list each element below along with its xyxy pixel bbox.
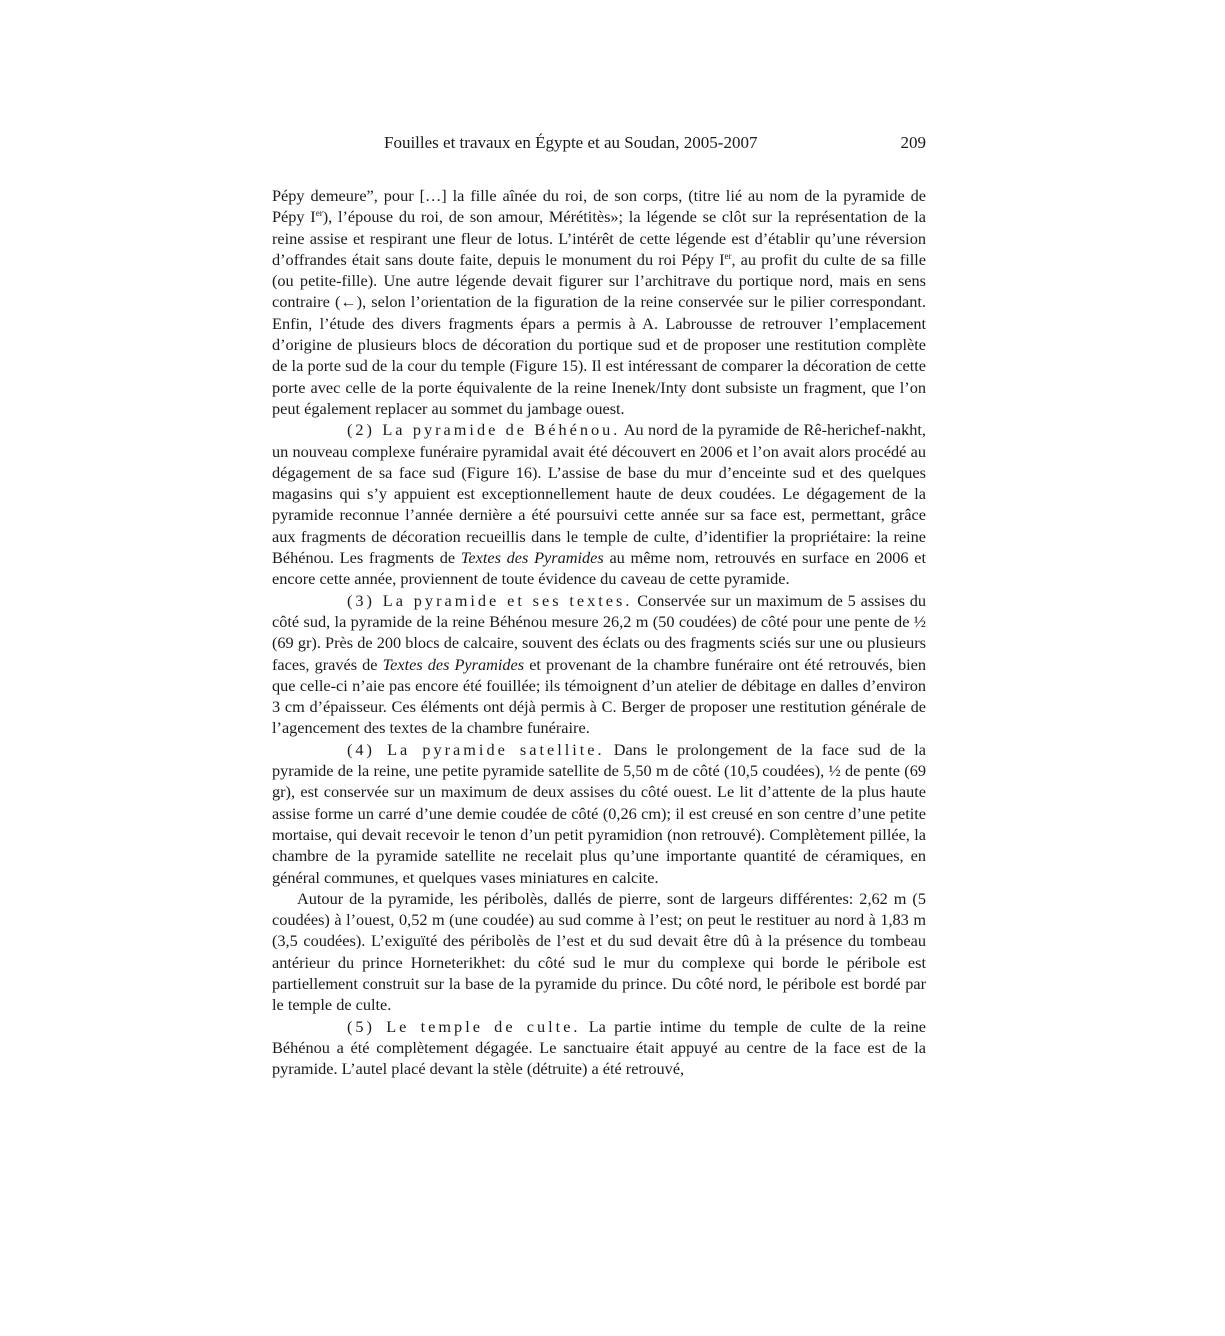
running-title: Fouilles et travaux en Égypte et au Soudan, 2005-2007 [384, 133, 758, 152]
paragraph-3 [272, 590, 926, 739]
paragraph-1 [272, 185, 926, 419]
paragraph-5 [272, 888, 926, 1016]
paragraph-2 [272, 419, 926, 589]
text: ), l’épouse du roi, de son amour, Mérétitès»; la légende se clôt sur la représentation de la reine assise et respirant une fleur de lotus. L’intérêt de cette légende est d’établir qu’une réversion d’offrandes était sans doute faite, depuis le monument du roi Pépy I [272, 207, 926, 269]
text: Dans le prolongement de la face sud de la pyramide de la reine, une petite pyramide satellite de 5,50 m de côté (10,5 coudées), ½ de pente (69 gr), est conservée sur un maximum de deux assises du côté ouest. Le lit d’attente de la plus haute assise forme un carré d’une demie coudée de côté (0,26 cm); il est creusé en son centre d’une petite mortaise, qui devait recevoir le tenon d’un petit pyramidion (non retrouvé). Complètement pillée, la chambre de la pyramide satellite ne recelait plus qu’une importante quantité de céramiques, en général communes, et quelques vases miniatures en calcite. [272, 739, 926, 887]
text: La partie intime du temple de culte de la reine Béhénou a été complètement dégagée. Le sanctuaire était appuyé au centre de la face est de la pyramide. L’autel placé devant la stèle (détruite) a été retrouvé, [272, 1016, 926, 1079]
text: Autour de la pyramide, les péribolès, dallés de pierre, sont de largeurs différentes: 2,62 m (5 coudées) à l’ouest, 0,52 m (une coudée) au sud comme à l’est; on peut le restituer au nord à 1,83 m (3,5 coudées). L’exiguïté des péribolès de l’est et du sud devait être dû à la présence du tombeau antérieur du prince Horneterikhet: du côté sud le mur du complexe qui borde le péribole est partiellement construit sur la base de la pyramide du prince. Du côté nord, le péribole est bordé par le temple de culte. [272, 888, 926, 1015]
text: , au profit du culte de sa fille (ou petite-fille). Une autre légende devait figurer sur l’architrave du portique nord, mais en sens contraire (←), selon l’orientation de la figuration de la reine conservée sur le pilier correspondant. Enfin, l’étude des divers fragments épars a permis à A. Labrousse de retrouver l’emplacement d’origine de plusieurs blocs de décoration du portique sud et de proposer une restitution complète de la porte sud de la cour du temple (Figure 15). Il est intéressant de comparer la décoration de cette porte avec celle de la porte équivalente de la reine Inenek/Inty dont subsiste un fragment, que l’on peut également replacer au sommet du jambage ouest. [272, 249, 926, 418]
paragraph-4 [272, 739, 926, 888]
paragraph-6 [272, 1016, 926, 1080]
running-header [272, 132, 928, 154]
text: au même nom, retrouvés en surface en 2006 et encore cette année, proviennent de toute évidence du caveau de cette pyramide. [272, 548, 927, 589]
section-heading: (5) Le temple de culte. [347, 1016, 581, 1036]
text: et provenant de la chambre funéraire ont été retrouvés, bien que celle-ci n’aie pas encore été fouillée; ils témoignent d’un atelier de débitage en dalles d’environ 3 cm d’épaisseur. Ces éléments ont déjà permis à C. Berger de proposer une restitution générale de l’agencement des textes de la chambre funéraire. [272, 654, 926, 738]
text: Pépy demeure”, pour […] la fille aînée du roi, de son corps, (titre lié au nom de la pyramide de Pépy I [272, 186, 926, 227]
text: Au nord de la pyramide de Rê-herichef-nakht, un nouveau complexe funéraire pyramidal avait été découvert en 2006 et l’on avait alors procédé au dégagement de sa face sud (Figure 16). L’assise de base du mur d’enceinte sud et des quelques magasins qui s’y appuient est exceptionnellement haute de deux coudées. Le dégagement de la pyramide reconnue l’année dernière a été poursuivi cette année sur sa face est, permettant, grâce aux fragments de décoration recueillis dans le temple de culte, d’identifier la propriétaire: la reine Béhénou. Les fragments de [272, 420, 926, 568]
superscript: er [315, 208, 323, 219]
section-heading: (3) La pyramide et ses textes. [347, 590, 633, 610]
section-heading: (2) La pyramide de Béhénou. [347, 420, 621, 440]
italic-title: Textes des Pyramides [460, 548, 604, 568]
italic-title: Textes des Pyramides [382, 654, 525, 674]
body-text [272, 185, 926, 1079]
superscript: er [724, 250, 732, 261]
text: Conservée sur un maximum de 5 assises du côté sud, la pyramide de la reine Béhénou mesure 26,2 m (50 coudées) de côté pour une pente de ½ (69 gr). Près de 200 blocs de calcaire, souvent des éclats ou des fragments sciés sur une ou plusieurs faces, gravés de [272, 590, 927, 674]
page-number: 209 [900, 133, 926, 152]
section-heading: (4) La pyramide satellite. [347, 739, 605, 759]
